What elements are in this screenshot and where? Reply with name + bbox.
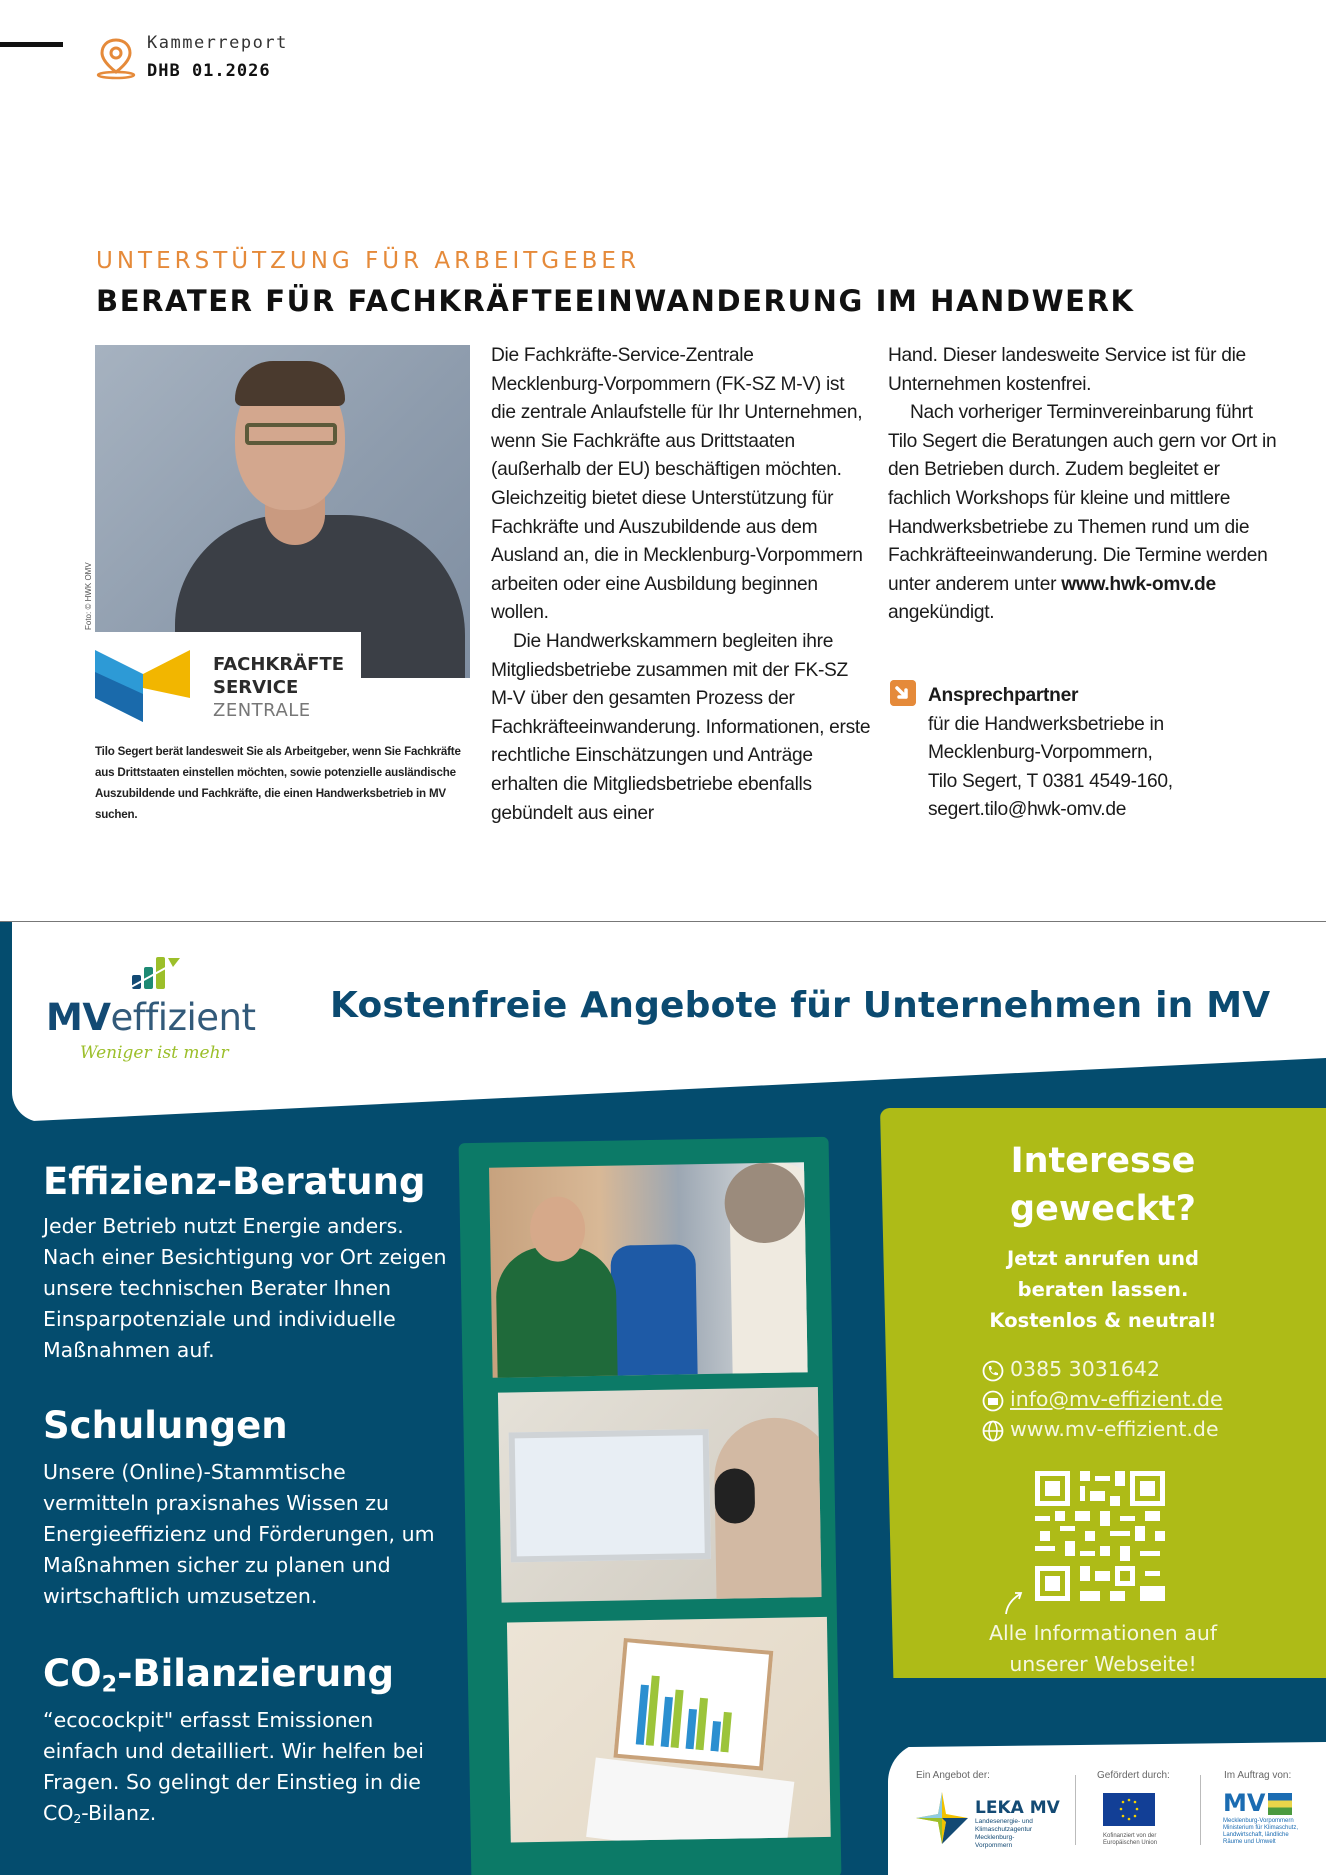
contact-block [928, 682, 1288, 825]
paragraph-text: angekündigt. [888, 602, 995, 624]
paragraph: Die Handwerkskammern begleiten ihre Mitgliedsbetriebe zusammen mit der FK-SZ M-V über den gesamten Prozess der Fachkräfteeinwanderung. Informationen, erste rechtliche Einschätzungen und Anträge erhalten die Mitgliedsbetriebe ebenfalls gebündelt aus einer [491, 630, 871, 824]
cta-footer-line: Alle Informationen auf [988, 1621, 1218, 1645]
title-part: CO [43, 1652, 102, 1695]
qr-code[interactable] [1035, 1471, 1165, 1601]
contact-email[interactable]: segert.tilo@hwk-omv.de [928, 799, 1127, 821]
paragraph-text: Nach vorheriger Terminvereinbarung führt Tilo Segert die Beratungen auch gern vor Ort in den Betrieben durch. Zudem begleitet er fachlich Workshops für kleine und mittlere Handwerksbetriebe zu Themen rund um die Fachkräfteeinwanderung. Die Termine werden unter anderem unter [888, 402, 1277, 595]
consulting-photo [489, 1162, 808, 1377]
contact-line: für die Handwerksbetriebe in [928, 713, 1164, 735]
sponsor-label-offer: Ein Angebot der: [916, 1770, 990, 1781]
section-text-schulungen: Unsere (Online)-Stammtische vermitteln praxisnahes Wissen zu Energieeffizienz und Förderungen, um Maßnahmen sicher zu planen und wirtschaftlich umzusetzen. [43, 1460, 435, 1608]
mveffizient-wordmark [46, 996, 256, 1039]
hwk-website-link[interactable]: www.hwk-omv.de [1061, 573, 1216, 595]
section-title-co2 [43, 1652, 394, 1698]
brand-bold: MV [46, 996, 111, 1039]
fachkraefte-service-zentrale-logo [95, 632, 361, 732]
fsz-logo-icon [95, 642, 207, 722]
issue-label: DHB 01.2026 [147, 61, 271, 81]
mv-ministry-name: MV [1223, 1789, 1266, 1817]
arrow-up-right-icon [1003, 1588, 1025, 1616]
arrow-down-right-icon [890, 680, 916, 706]
mv-ministry-subtitle: Mecklenburg-Vorpommern Ministerium für Klimaschutz, Landwirtschaft, ländliche Räume und Umwelt [1223, 1818, 1299, 1845]
brand-tagline: Weniger ist mehr [80, 1043, 229, 1063]
photo-caption: Tilo Segert berät landesweit Sie als Arbeitgeber, wenn Sie Fachkräfte aus Drittstaaten einstellen möchten, sowie potenzielle ausländische Auszubildende und Fachkräfte, die einen Handwerksbetrieb in MV suchen. [95, 745, 461, 821]
article-column-2 [491, 342, 871, 828]
email-link[interactable]: info@mv-effizient.de [1010, 1387, 1223, 1411]
cta-sub-line: Kostenlos & neutral! [989, 1309, 1217, 1332]
cta-sub-line: Jetzt anrufen und [1007, 1247, 1199, 1270]
photo-strip [459, 1137, 842, 1875]
portrait-photo [95, 345, 470, 678]
divider [1200, 1775, 1201, 1845]
paragraph: Hand. Dieser landesweite Service ist für die Unternehmen kostenfrei. [888, 345, 1246, 395]
leka-star-icon [916, 1792, 968, 1844]
website-link[interactable]: www.mv-effizient.de [1010, 1417, 1219, 1441]
cta-footer [880, 1618, 1326, 1680]
cta-heading-line2: geweckt? [1010, 1189, 1196, 1229]
phone-icon [982, 1360, 1004, 1382]
email-icon [982, 1390, 1004, 1412]
text-part: “ecocockpit" erfasst Emissionen einfach und detailliert. Wir helfen bei Fragen. So gelingt der Einstieg in die CO [43, 1708, 424, 1825]
article-kicker: UNTERSTÜTZUNG FÜR ARBEITGEBER [96, 248, 640, 274]
mv-flag-icon [1268, 1793, 1292, 1815]
section-text-effizienz: Jeder Betrieb nutzt Energie anders. Nach einer Besichtigung vor Ort zeigen unsere technischen Berater Ihnen Einsparpotenziale und individuelle Maßnahmen auf. [43, 1214, 447, 1362]
contact-title: Ansprechpartner [928, 685, 1079, 706]
co2-report-photo [507, 1617, 831, 1843]
paragraph: Die Fachkräfte-Service-Zentrale Mecklenburg-Vorpommern (FK-SZ M-V) ist die zentrale Anlaufstelle für Ihr Unternehmen, wenn Sie Fachkräfte aus Drittstaaten (außerhalb der EU) beschäftigen möchten. Gleichzeitig bietet diese Unterstützung für Fachkräfte und Auszubildende aus dem Ausland an, die in Mecklenburg-Vorpommern arbeiten oder eine Ausbildung beginnen wollen. [491, 345, 863, 624]
phone-number: 0385 3031642 [1010, 1357, 1160, 1381]
title-sub: 2 [101, 1671, 118, 1698]
sponsor-label-funded: Gefördert durch: [1097, 1770, 1170, 1781]
cta-sub-line: beraten lassen. [1017, 1278, 1189, 1301]
online-training-photo [498, 1387, 822, 1603]
globe-icon [982, 1420, 1004, 1442]
divider [1075, 1775, 1076, 1845]
sponsor-label-commission: Im Auftrag von: [1224, 1770, 1292, 1781]
brand-rest: effizient [110, 996, 256, 1039]
section-title-schulungen: Schulungen [43, 1404, 288, 1447]
cta-subtext [880, 1243, 1326, 1336]
photo-credit: Foto: © HWK OMV [84, 562, 93, 630]
title-part: -Bilanzierung [117, 1652, 395, 1695]
location-pin-icon [96, 36, 136, 80]
section-text-co2 [43, 1705, 453, 1835]
eu-flag-icon [1103, 1793, 1155, 1826]
cta-heading-line1: Interesse [1010, 1141, 1196, 1181]
text-part: -Bilanz. [81, 1801, 157, 1825]
paragraph [888, 399, 1280, 628]
text-sub: 2 [73, 1812, 82, 1827]
contact-phone: Tilo Segert, T 0381 4549-160, [928, 770, 1173, 792]
section-title-effizienz: Effizienz-Beratung [43, 1160, 426, 1203]
fsz-logo-line3: ZENTRALE [213, 700, 311, 721]
fsz-logo-line2: SERVICE [213, 677, 299, 698]
contact-line: Mecklenburg-Vorpommern, [928, 742, 1153, 764]
fsz-logo-line1: FACHKRÄFTE [213, 654, 345, 675]
eu-subtitle: Kofinanziert von der Europäischen Union [1103, 1833, 1158, 1846]
article-headline: BERATER FÜR FACHKRÄFTEEINWANDERUNG IM HANDWERK [96, 284, 1135, 318]
leka-subtitle: Landesenergie- und Klimaschutzagentur Mecklenburg-Vorpommern [975, 1818, 1033, 1849]
cta-footer-line: unserer Webseite! [1009, 1652, 1197, 1676]
section-label: Kammerreport [147, 33, 288, 53]
leka-name: LEKA MV [975, 1798, 1060, 1818]
header-rule [0, 42, 63, 47]
article-column-3 [888, 342, 1280, 628]
ad-title: Kostenfreie Angebote für Unternehmen in MV [330, 985, 1271, 1026]
